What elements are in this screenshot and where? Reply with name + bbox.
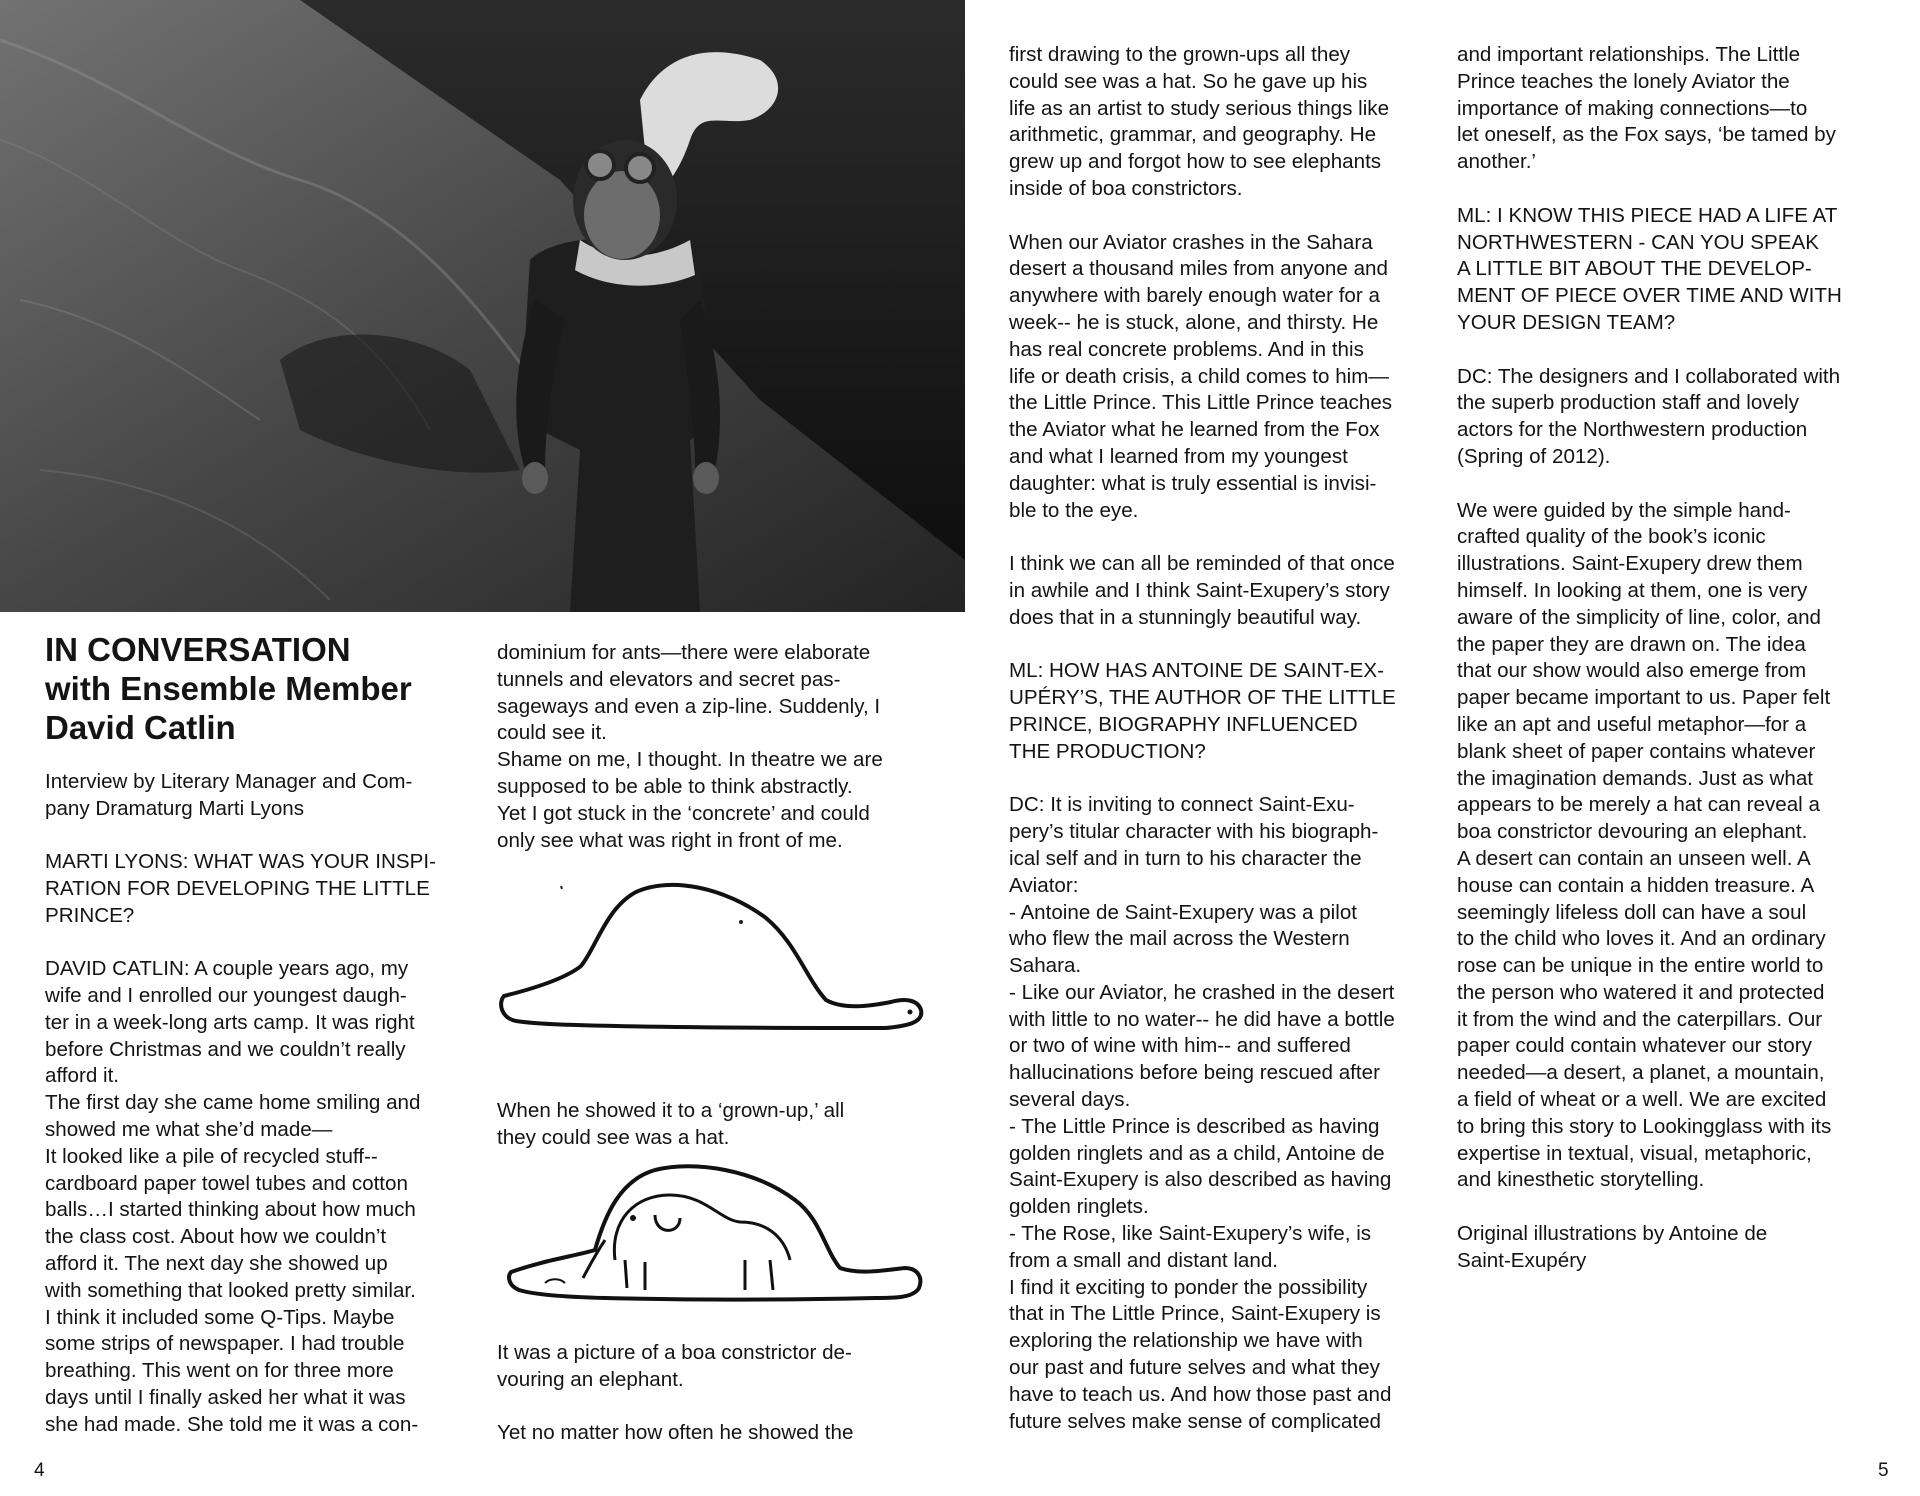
question-biography: ML: HOW HAS ANTOINE DE SAINT-EX- UPÉRY’S, THE AUTHOR OF THE LITTLE PRINCE, BIOGRAPHY INFLUENCED THE PRODUCTION? bbox=[1009, 659, 1396, 763]
page-number-left: 4 bbox=[34, 1460, 45, 1481]
answer-inspiration: DAVID CATLIN: A couple years ago, my wife and I enrolled our youngest daugh- ter in a week-long arts camp. It was right before Christmas and we couldn’t really afford it. The first day she came home smiling and showed me what she’d made— It looked like a pile of recycled stuff-- cardboard paper towel tubes and cotton balls…I started thinking about how much the class cost. About how we couldn’t afford it. The next day she showed up with something that looked pretty similar. I think it included some Q-Tips. Maybe some strips of newspaper. I had trouble breathing. This went on for three more days until I finally asked her what it was she had made. She told me it was a con- bbox=[45, 957, 421, 1436]
column-1 bbox=[45, 849, 485, 1439]
column-3-para-1: first drawing to the grown-ups all they could see was a hat. So he gave up his life as an artist to study serious things like arithmetic, grammar, and geography. He grew up and forgot how to see elephants inside of boa constrictors. bbox=[1009, 43, 1390, 200]
column-2-caption-hat bbox=[497, 1098, 937, 1152]
column-2-caption-boa bbox=[497, 1340, 937, 1447]
aviator-photo-illustration bbox=[0, 0, 965, 612]
column-3-para-3: I think we can all be reminded of that once in awhile and I think Saint-Exupery’s story does that in a stunningly beautiful way. bbox=[1009, 552, 1395, 629]
article-byline: Interview by Literary Manager and Com- pany Dramaturg Marti Lyons bbox=[45, 770, 413, 820]
column-4-para-4: We were guided by the simple hand- crafted quality of the book’s iconic illustrations. Saint-Exupery drew them himself. In looking at them, one is very aware of the simplicity of line, color, and the paper they are drawn on. The idea that our show would also emerge from paper became important to us. Paper felt like an apt and useful metaphor—for a blank sheet of paper contains whatever the imagination demands. Just as what appears to be merely a hat can reveal a boa constrictor devouring an elephant. A desert can contain an unseen well. A house can contain a hidden treasure. A seemingly lifeless doll can have a soul to the child who loves it. And an ordinary rose can be unique in the entire world to the person who watered it and protected it from the wind and the caterpillars. Our paper could contain whatever our story needed—a desert, a planet, a mountain, a field of wheat or a well. We are excited to bring this story to Lookingglass with its expertise in textual, visual, metaphoric, and kinesthetic storytelling. bbox=[1457, 498, 1832, 1192]
caption-boa: It was a picture of a boa constrictor de- vouring an elephant. bbox=[497, 1341, 852, 1391]
column-2-closing: Yet no matter how often he showed the bbox=[497, 1421, 854, 1445]
page-number-right: 5 bbox=[1878, 1460, 1889, 1481]
caption-hat: When he showed it to a ‘grown-up,’ all they could see was a hat. bbox=[497, 1099, 845, 1149]
article-title: IN CONVERSATION with Ensemble Member David Catlin bbox=[45, 631, 412, 746]
column-3 bbox=[1009, 42, 1449, 1435]
boa-elephant-drawing bbox=[505, 1160, 925, 1310]
column-2-intro-text: dominium for ants—there were elaborate tunnels and elevators and secret pas- sageways and even a zip-line. Suddenly, I could see it. Shame on me, I thought. In theatre we are supposed to be able to think abstractly. Yet I got stuck in the ‘concrete’ and could only see what was right in front of me. bbox=[497, 641, 883, 852]
illustration-credit: Original illustrations by Antoine de Saint-Exupéry bbox=[1457, 1222, 1768, 1272]
column-4-para-1: and important relationships. The Little Prince teaches the lonely Aviator the importance of making connections—to let oneself, as the Fox says, ‘be tamed by another.’ bbox=[1457, 43, 1836, 174]
column-3-para-2: When our Aviator crashes in the Sahara desert a thousand miles from anyone and anywhere with barely enough water for a week-- he is stuck, alone, and thirsty. He has real concrete problems. And in this life or death crisis, a child comes to him— the Little Prince. This Little Prince teaches the Aviator what he learned from the Fox and what I learned from my youngest daughter: what is truly essential is invisi- ble to the eye. bbox=[1009, 230, 1393, 522]
aviator-photo bbox=[0, 0, 965, 612]
answer-biography: DC: It is inviting to connect Saint-Exu- pery’s titular character with his biograph- ical self and in turn to his character the Aviator: - Antoine de Saint-Exupery was a pilot who flew the mail across the Western Sahara. - Like our Aviator, he crashed in the desert with little to no water-- he did have a bottle or two of wine with him-- and suffered hallucinations before being rescued after several days. - The Little Prince is described as having golden ringlets and as a child, Antoine de Saint-Exupery is also described as having golden ringlets. - The Rose, like Saint-Exupery’s wife, is from a small and distant land. I find it exciting to ponder the possibility that in The Little Prince, Saint-Exupery is exploring the relationship we have with our past and future selves and what they have to teach us. And how those past and future selves make sense of complicated bbox=[1009, 793, 1395, 1433]
hat-drawing bbox=[496, 878, 926, 1038]
answer-northwestern: DC: The designers and I collaborated with the superb production staff and lovely actors for the Northwestern production (Spring of 2012). bbox=[1457, 364, 1841, 468]
column-4 bbox=[1457, 42, 1907, 1275]
question-northwestern: ML: I KNOW THIS PIECE HAD A LIFE AT NORTHWESTERN - CAN YOU SPEAK A LITTLE BIT ABOUT THE DEVELOP- MENT OF PIECE OVER TIME AND WITH YOUR DESIGN TEAM? bbox=[1457, 203, 1842, 334]
column-2-intro bbox=[497, 640, 937, 854]
question-inspiration: MARTI LYONS: WHAT WAS YOUR INSPI- RATION FOR DEVELOPING THE LITTLE PRINCE? bbox=[45, 850, 436, 927]
